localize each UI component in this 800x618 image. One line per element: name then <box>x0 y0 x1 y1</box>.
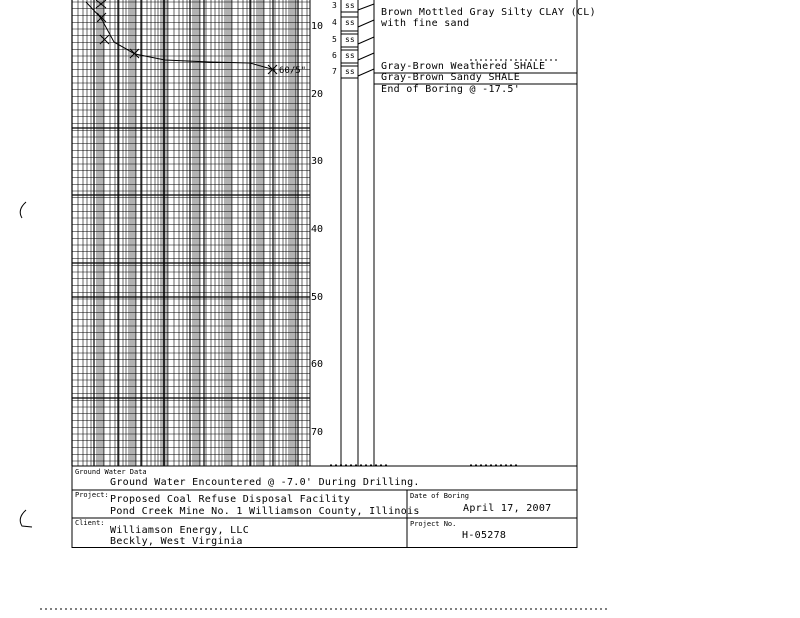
stratum-description: Gray-Brown Sandy SHALE <box>381 72 521 83</box>
margin-marks <box>20 202 32 527</box>
sample-type: ss <box>345 35 355 44</box>
stratum-description: End of Boring @ -17.5' <box>381 84 521 95</box>
depth-label: 60 <box>311 359 324 370</box>
date-label: Date of Boring <box>410 492 470 500</box>
sample-number: 3 <box>332 1 337 10</box>
project-line-2: Pond Creek Mine No. 1 Williamson County, Illinois <box>110 506 420 517</box>
sample-type: ss <box>345 1 355 10</box>
client-line-2: Beckly, West Virginia <box>110 536 243 547</box>
project-number-value: H-05278 <box>462 530 507 541</box>
project-number-label: Project No. <box>410 520 457 528</box>
sample-type: ss <box>345 51 355 60</box>
depth-label: 10 <box>311 21 324 32</box>
depth-label: 20 <box>311 89 324 100</box>
depth-label: 50 <box>311 292 324 303</box>
ground-water-value: Ground Water Encountered @ -7.0' During Drilling. <box>110 477 420 488</box>
ground-water-label: Ground Water Data <box>75 468 147 476</box>
sample-number: 4 <box>332 18 337 27</box>
client-line-1: Williamson Energy, LLC <box>110 525 250 536</box>
sample-type: ss <box>345 67 355 76</box>
stratum-description: Brown Mottled Gray Silty CLAY (CL) <box>381 7 596 18</box>
project-label: Project: <box>75 491 109 499</box>
project-line-1: Proposed Coal Refuse Disposal Facility <box>110 494 351 505</box>
depth-label: 30 <box>311 156 324 167</box>
depth-label: 70 <box>311 427 324 438</box>
stratum-description: Gray-Brown Weathered SHALE <box>381 61 546 72</box>
sample-number: 5 <box>332 35 337 44</box>
sample-number: 6 <box>332 51 337 60</box>
depth-label: 40 <box>311 224 324 235</box>
sample-number: 7 <box>332 67 337 76</box>
stratum-description: with fine sand <box>381 18 470 29</box>
date-value: April 17, 2007 <box>463 503 552 514</box>
blow-count-note: 60/5" <box>279 66 307 76</box>
sample-type: ss <box>345 18 355 27</box>
client-label: Client: <box>75 519 105 527</box>
